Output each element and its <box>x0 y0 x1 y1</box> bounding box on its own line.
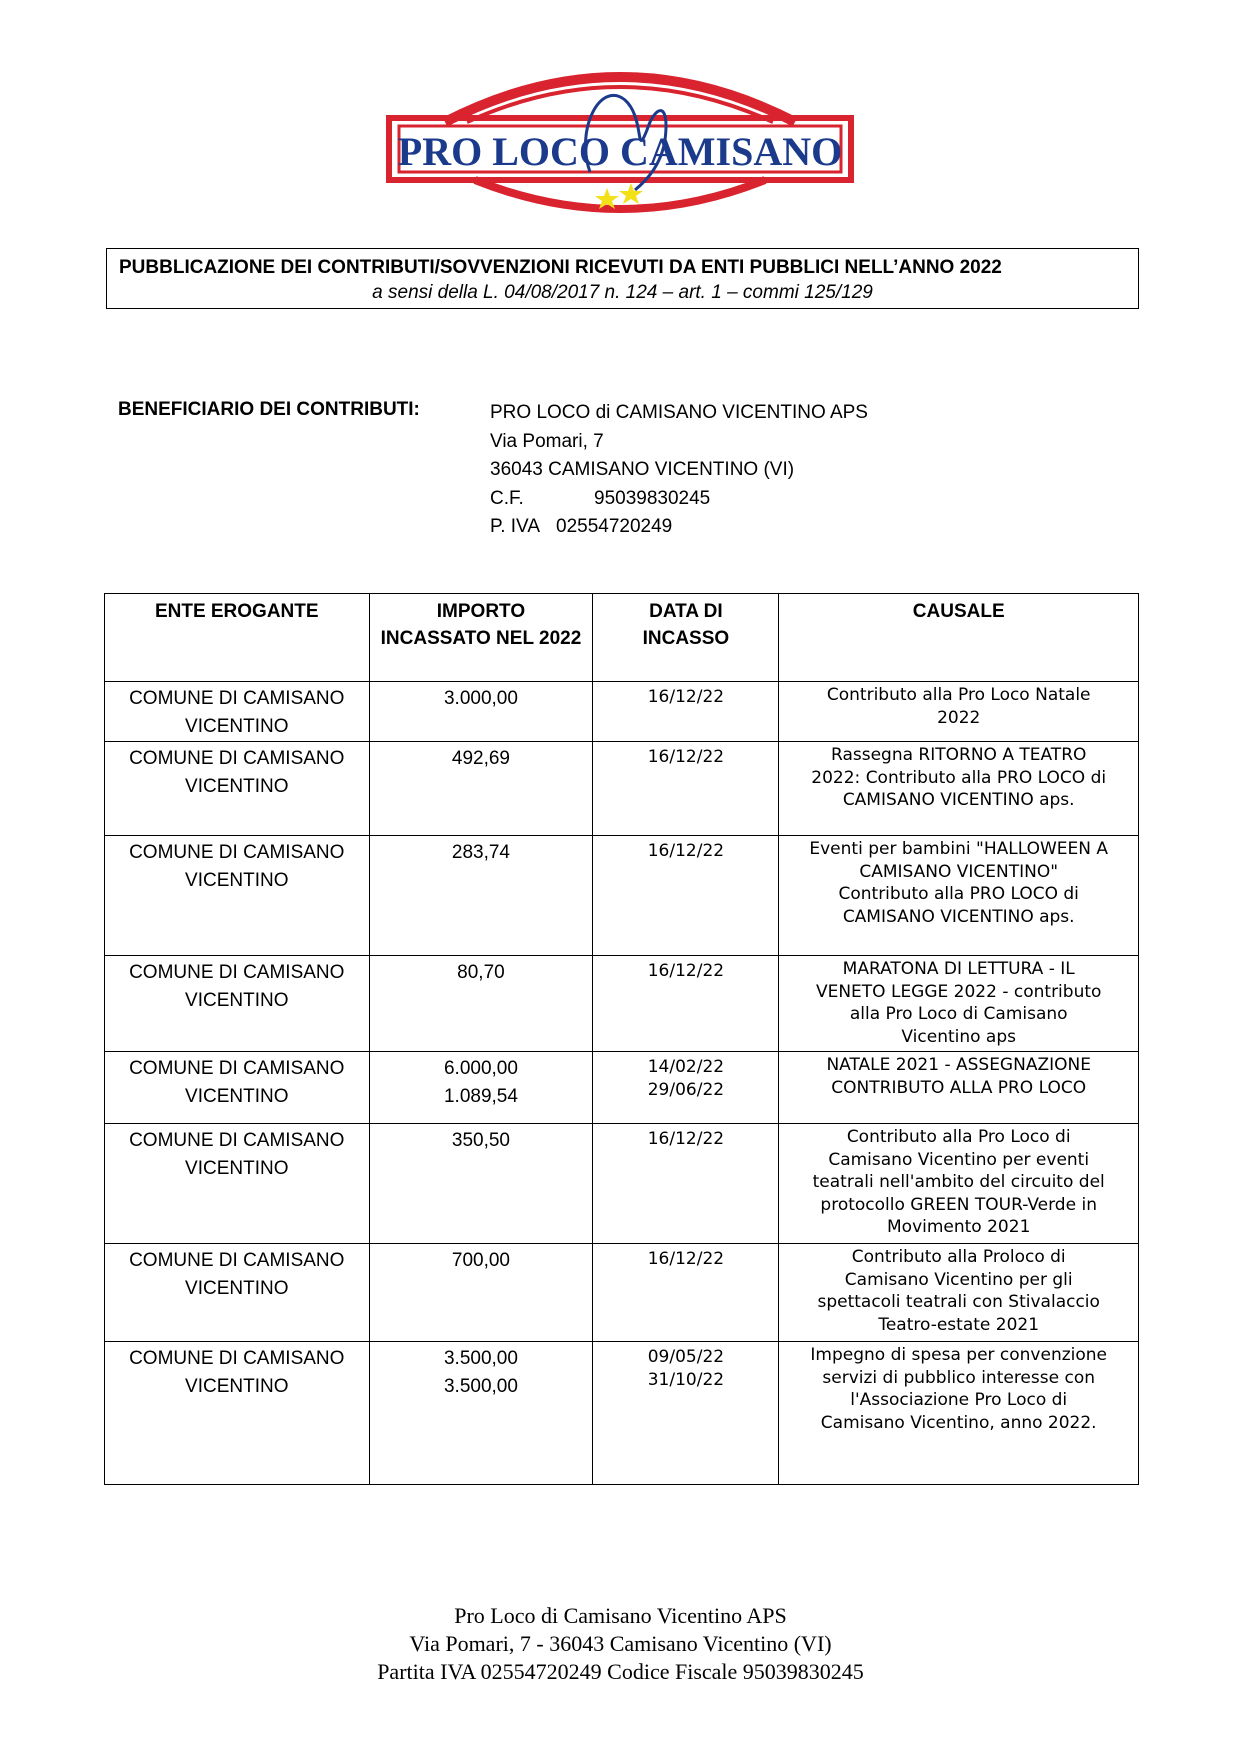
data-cell: 14/02/22 29/06/22 <box>593 1052 779 1124</box>
table-row <box>105 1244 1139 1342</box>
causale-cell: Contributo alla Pro Loco di Camisano Vicentino per eventi teatrali nell'ambito del circuito del protocollo GREEN TOUR-Verde in Movimento 2021 <box>779 1124 1139 1244</box>
table-row <box>105 682 1139 742</box>
beneficiary-cf <box>490 485 868 514</box>
logo-text: PRO LOCO CAMISANO <box>397 129 843 174</box>
table-row <box>105 1342 1139 1485</box>
piva-label: P. IVA <box>490 516 540 537</box>
causale-cell: Contributo alla Pro Loco Natale 2022 <box>779 682 1139 742</box>
table-row <box>105 836 1139 956</box>
ente-cell: COMUNE DI CAMISANO VICENTINO <box>105 682 370 742</box>
data-cell: 16/12/22 <box>593 1124 779 1244</box>
imp-cell: 3.000,00 <box>369 682 593 742</box>
cf-value: 95039830245 <box>594 487 711 509</box>
imp-cell: 6.000,00 1.089,54 <box>369 1052 593 1124</box>
ente-cell: COMUNE DI CAMISANO VICENTINO <box>105 742 370 836</box>
beneficiary-city: 36043 CAMISANO VICENTINO (VI) <box>490 459 795 480</box>
ente-cell: COMUNE DI CAMISANO VICENTINO <box>105 1244 370 1342</box>
header-importo: IMPORTO INCASSATO NEL 2022 <box>369 594 593 682</box>
publication-title: PUBBLICAZIONE DEI CONTRIBUTI/SOVVENZIONI RICEVUTI DA ENTI PUBBLICI NELL’ANNO 2022 <box>119 257 1002 278</box>
piva-value: 02554720249 <box>556 516 673 537</box>
legal-reference: a sensi della L. 04/08/2017 n. 124 – art. 1 – commi 125/129 <box>372 282 873 303</box>
imp-cell: 492,69 <box>369 742 593 836</box>
ente-cell: COMUNE DI CAMISANO VICENTINO <box>105 836 370 956</box>
pro-loco-camisano-logo <box>385 70 855 220</box>
data-cell: 16/12/22 <box>593 742 779 836</box>
table-row <box>105 956 1139 1052</box>
causale-cell: MARATONA DI LETTURA - IL VENETO LEGGE 2022 - contributo alla Pro Loco di Camisano Vicentino aps <box>779 956 1139 1052</box>
table-row <box>105 1052 1139 1124</box>
data-cell: 16/12/22 <box>593 956 779 1052</box>
table-row <box>105 742 1139 836</box>
table-header-row <box>105 594 1139 682</box>
imp-cell: 80,70 <box>369 956 593 1052</box>
header-causale: CAUSALE <box>779 594 1139 682</box>
publication-title-box <box>106 248 1139 309</box>
contributions-table <box>104 593 1139 1485</box>
ente-cell: COMUNE DI CAMISANO VICENTINO <box>105 1052 370 1124</box>
header-ente: ENTE EROGANTE <box>105 594 370 682</box>
causale-cell: Contributo alla Proloco di Camisano Vicentino per gli spettacoli teatrali con Stivalaccio Teatro-estate 2021 <box>779 1244 1139 1342</box>
header-data: DATA DI INCASSO <box>593 594 779 682</box>
causale-cell: Impegno di spesa per convenzione servizi di pubblico interesse con l'Associazione Pro Loco di Camisano Vicentino, anno 2022. <box>779 1342 1139 1485</box>
footer-tax-ids: Partita IVA 02554720249 Codice Fiscale 95039830245 <box>377 1659 864 1684</box>
beneficiary-label: BENEFICIARIO DEI CONTRIBUTI: <box>118 399 420 420</box>
imp-cell: 3.500,00 3.500,00 <box>369 1342 593 1485</box>
beneficiary-details <box>490 399 868 542</box>
imp-cell: 350,50 <box>369 1124 593 1244</box>
ente-cell: COMUNE DI CAMISANO VICENTINO <box>105 1342 370 1485</box>
causale-cell: NATALE 2021 - ASSEGNAZIONE CONTRIBUTO ALLA PRO LOCO <box>779 1052 1139 1124</box>
table-row <box>105 1124 1139 1244</box>
imp-cell: 700,00 <box>369 1244 593 1342</box>
cf-label: C.F. <box>490 487 524 509</box>
imp-cell: 283,74 <box>369 836 593 956</box>
causale-cell: Rassegna RITORNO A TEATRO 2022: Contributo alla PRO LOCO di CAMISANO VICENTINO aps. <box>779 742 1139 836</box>
data-cell: 09/05/22 31/10/22 <box>593 1342 779 1485</box>
causale-cell: Eventi per bambini "HALLOWEEN A CAMISANO VICENTINO" Contributo alla PRO LOCO di CAMISANO VICENTINO aps. <box>779 836 1139 956</box>
data-cell: 16/12/22 <box>593 682 779 742</box>
beneficiary-piva <box>490 513 868 542</box>
data-cell: 16/12/22 <box>593 1244 779 1342</box>
beneficiary-name: PRO LOCO di CAMISANO VICENTINO APS <box>490 402 868 423</box>
footer-name: Pro Loco di Camisano Vicentino APS <box>454 1603 787 1628</box>
beneficiary-address: Via Pomari, 7 <box>490 430 604 452</box>
ente-cell: COMUNE DI CAMISANO VICENTINO <box>105 956 370 1052</box>
footer-address: Via Pomari, 7 - 36043 Camisano Vicentino (VI) <box>409 1631 832 1656</box>
data-cell: 16/12/22 <box>593 836 779 956</box>
footer <box>0 1602 1241 1686</box>
ente-cell: COMUNE DI CAMISANO VICENTINO <box>105 1124 370 1244</box>
